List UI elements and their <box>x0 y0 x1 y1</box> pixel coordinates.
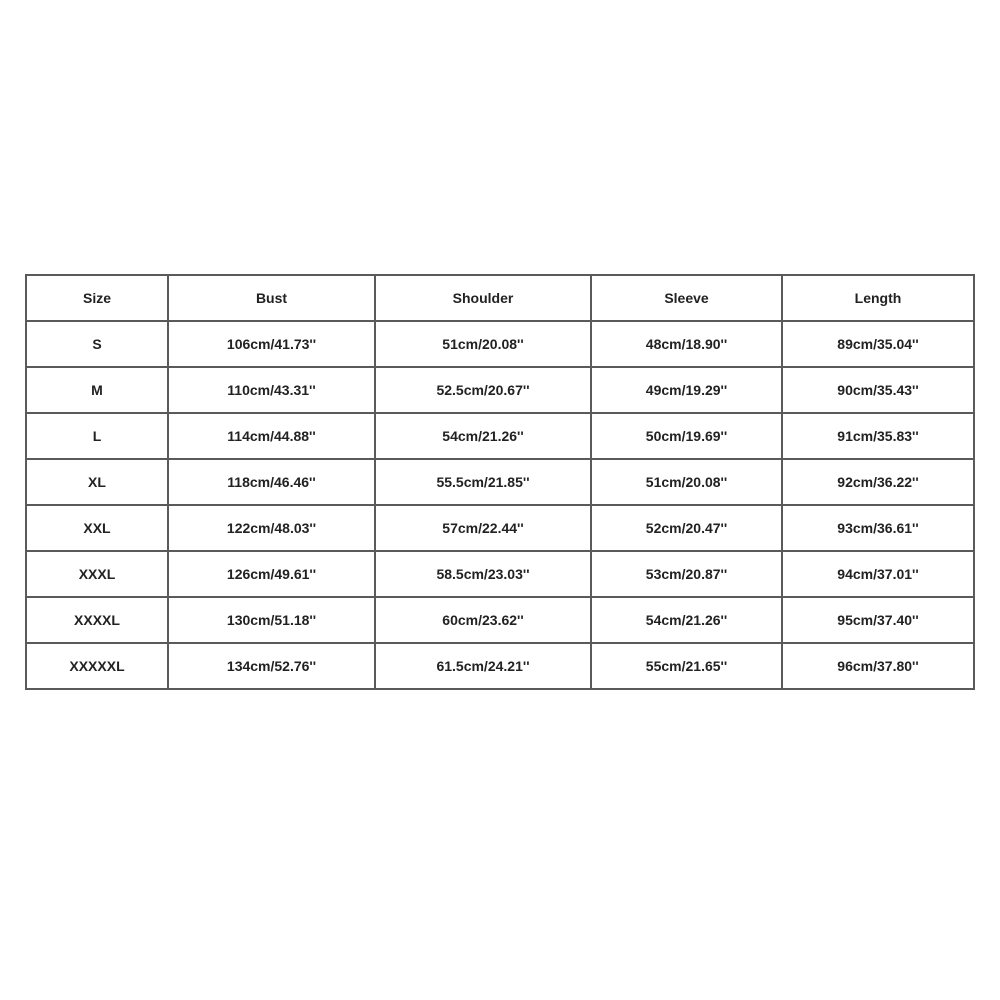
header-bust: Bust <box>168 275 375 321</box>
cell-sleeve: 49cm/19.29'' <box>591 367 782 413</box>
cell-length: 89cm/35.04'' <box>782 321 974 367</box>
size-chart-table <box>25 274 975 690</box>
table-row <box>26 643 974 689</box>
cell-size: M <box>26 367 168 413</box>
cell-sleeve: 48cm/18.90'' <box>591 321 782 367</box>
cell-length: 94cm/37.01'' <box>782 551 974 597</box>
cell-size: XXXXXL <box>26 643 168 689</box>
cell-length: 96cm/37.80'' <box>782 643 974 689</box>
cell-shoulder: 54cm/21.26'' <box>375 413 591 459</box>
cell-length: 95cm/37.40'' <box>782 597 974 643</box>
cell-sleeve: 53cm/20.87'' <box>591 551 782 597</box>
cell-bust: 134cm/52.76'' <box>168 643 375 689</box>
cell-bust: 106cm/41.73'' <box>168 321 375 367</box>
table-row <box>26 459 974 505</box>
cell-size: L <box>26 413 168 459</box>
cell-shoulder: 60cm/23.62'' <box>375 597 591 643</box>
cell-size: XXL <box>26 505 168 551</box>
cell-shoulder: 52.5cm/20.67'' <box>375 367 591 413</box>
cell-bust: 110cm/43.31'' <box>168 367 375 413</box>
cell-shoulder: 57cm/22.44'' <box>375 505 591 551</box>
cell-length: 91cm/35.83'' <box>782 413 974 459</box>
cell-bust: 122cm/48.03'' <box>168 505 375 551</box>
cell-bust: 118cm/46.46'' <box>168 459 375 505</box>
cell-length: 92cm/36.22'' <box>782 459 974 505</box>
table-row <box>26 551 974 597</box>
cell-sleeve: 52cm/20.47'' <box>591 505 782 551</box>
table-row <box>26 413 974 459</box>
cell-sleeve: 54cm/21.26'' <box>591 597 782 643</box>
header-length: Length <box>782 275 974 321</box>
table-row <box>26 321 974 367</box>
table-row <box>26 505 974 551</box>
cell-bust: 126cm/49.61'' <box>168 551 375 597</box>
table-header-row <box>26 275 974 321</box>
cell-length: 93cm/36.61'' <box>782 505 974 551</box>
cell-sleeve: 50cm/19.69'' <box>591 413 782 459</box>
cell-size: XL <box>26 459 168 505</box>
header-shoulder: Shoulder <box>375 275 591 321</box>
header-sleeve: Sleeve <box>591 275 782 321</box>
cell-shoulder: 51cm/20.08'' <box>375 321 591 367</box>
cell-size: XXXXL <box>26 597 168 643</box>
cell-length: 90cm/35.43'' <box>782 367 974 413</box>
cell-bust: 130cm/51.18'' <box>168 597 375 643</box>
cell-shoulder: 55.5cm/21.85'' <box>375 459 591 505</box>
cell-sleeve: 51cm/20.08'' <box>591 459 782 505</box>
table-row <box>26 597 974 643</box>
table-row <box>26 367 974 413</box>
cell-bust: 114cm/44.88'' <box>168 413 375 459</box>
cell-size: S <box>26 321 168 367</box>
cell-size: XXXL <box>26 551 168 597</box>
cell-shoulder: 61.5cm/24.21'' <box>375 643 591 689</box>
header-size: Size <box>26 275 168 321</box>
cell-sleeve: 55cm/21.65'' <box>591 643 782 689</box>
cell-shoulder: 58.5cm/23.03'' <box>375 551 591 597</box>
